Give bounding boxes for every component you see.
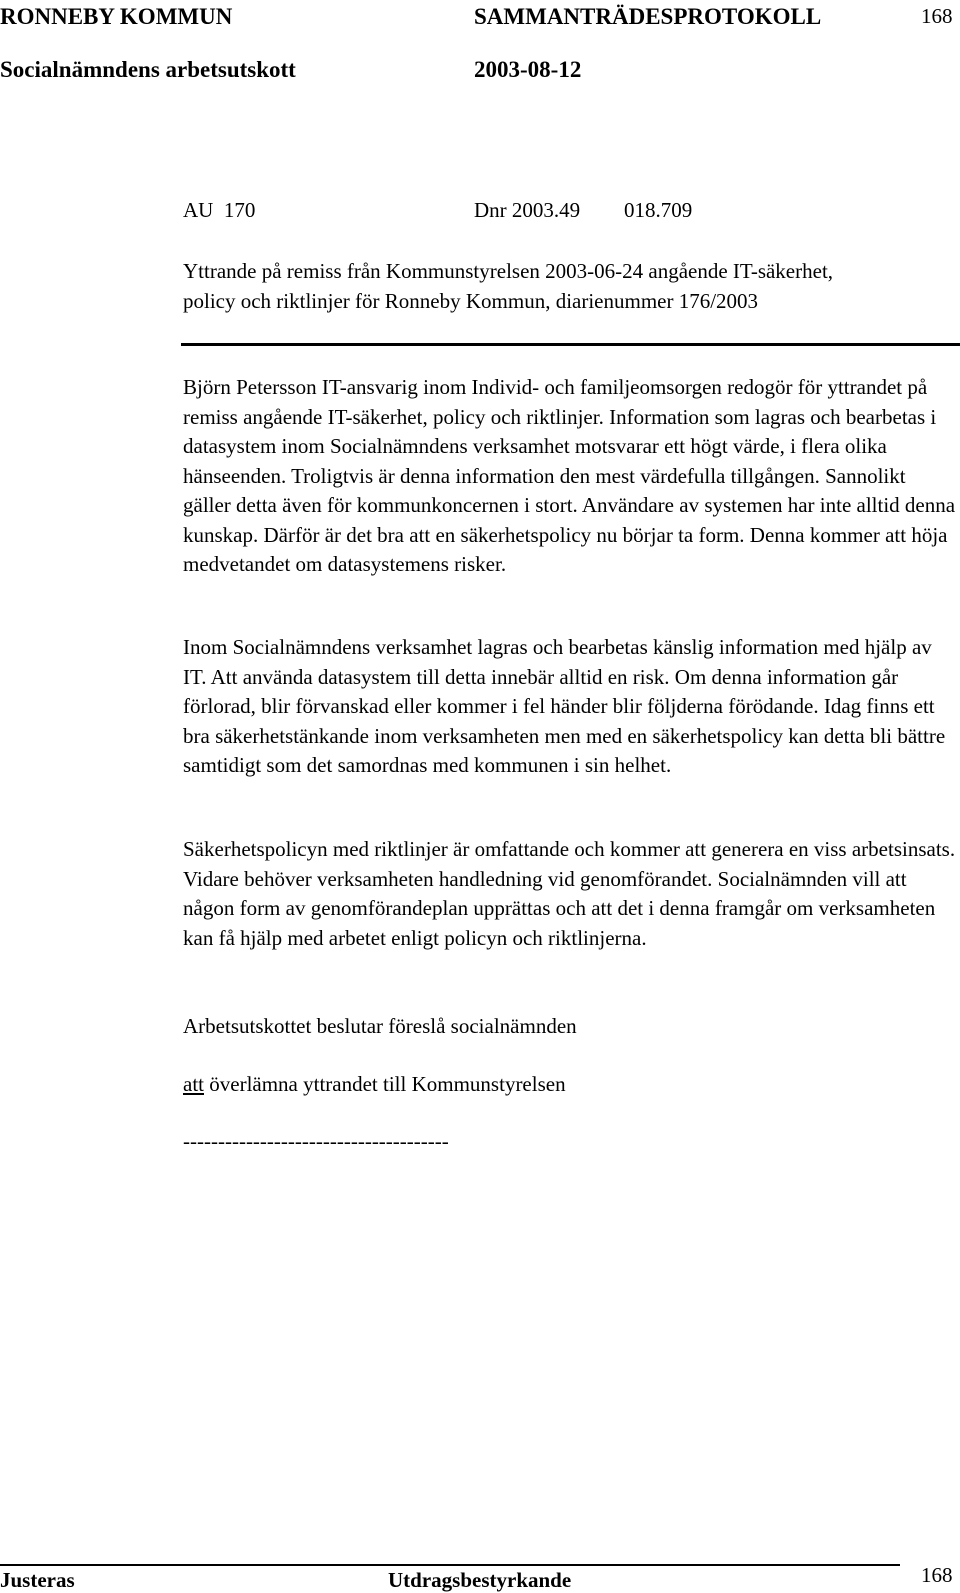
case-title: Yttrande på remiss från Kommunstyrelsen 2003-06-24 angående IT-säkerhet, policy och riktlinjer för Ronneby Kommun, diarienummer 176/2003	[183, 259, 834, 313]
footer-justeras: Justeras	[0, 1568, 75, 1592]
footer-utdragsbestyrkande: Utdragsbestyrkande	[388, 1568, 572, 1592]
case-dnr-suffix: 018.709	[624, 198, 693, 222]
footer-page-number: 168	[921, 1563, 953, 1587]
paragraph-sensitive-information: Inom Socialnämndens verksamhet lagras och bearbetas känslig information med hjälp av IT. Att använda datasystem till detta innebär alltid en risk. Om denna information går förlorad, blir förvanskad eller kommer i fel händer blir följderna förödande. Idag finns ett bra säkerhetstänkande inom verksamheten men med en säkerhetspolicy kan detta bli bättre samtidigt som det samordnas med kommunen i sin helhet.	[183, 635, 946, 777]
decision-intro: Arbetsutskottet beslutar föreslå socialnämnden	[183, 1014, 577, 1038]
header-doc-type: SAMMANTRÄDESPROTOKOLL	[474, 4, 822, 29]
footer-rule-left	[0, 1564, 303, 1566]
title-divider	[181, 343, 960, 346]
header-page-number: 168	[921, 4, 953, 28]
separator-dashes: --------------------------------------	[183, 1129, 449, 1153]
decision-line	[183, 1074, 566, 1095]
header-municipality: RONNEBY KOMMUN	[0, 4, 233, 29]
case-au-number: AU 170	[183, 198, 256, 222]
paragraph-background: Björn Petersson IT-ansvarig inom Individ- och familjeomsorgen redogör för yttrandet på remiss angående IT-säkerhet, policy och riktlinjer. Information som lagras och bearbetas i datasystem inom Socialnämndens verksamhet motsvarar ett högt värde, i flera olika hänseenden. Troligtvis är denna information den mest värdefulla tillgången. Sannolikt gäller detta även för kommunkoncernen i stort. Användare av systemen har inte alltid denna kunskap. Därför är det bra att en säkerhetspolicy nu börjar ta form. Denna kommer att höja medvetandet om datasystemens risker.	[183, 375, 956, 576]
decision-att: att	[183, 1072, 204, 1096]
paragraph-implementation: Säkerhetspolicyn med riktlinjer är omfattande och kommer att generera en viss arbetsinsats. Vidare behöver verksamheten handledning vid genomförandet. Socialnämnden vill att någon form av genomförandeplan upprättas och att det i denna framgår om verksamheten kan få hjälp med arbetet enligt policyn och riktlinjerna.	[183, 837, 956, 950]
header-committee: Socialnämndens arbetsutskott	[0, 57, 296, 82]
footer-rule-right	[303, 1564, 900, 1566]
case-dnr: Dnr 2003.49	[474, 198, 581, 222]
decision-text: överlämna yttrandet till Kommunstyrelsen	[209, 1072, 566, 1096]
header-date: 2003-08-12	[474, 57, 582, 82]
